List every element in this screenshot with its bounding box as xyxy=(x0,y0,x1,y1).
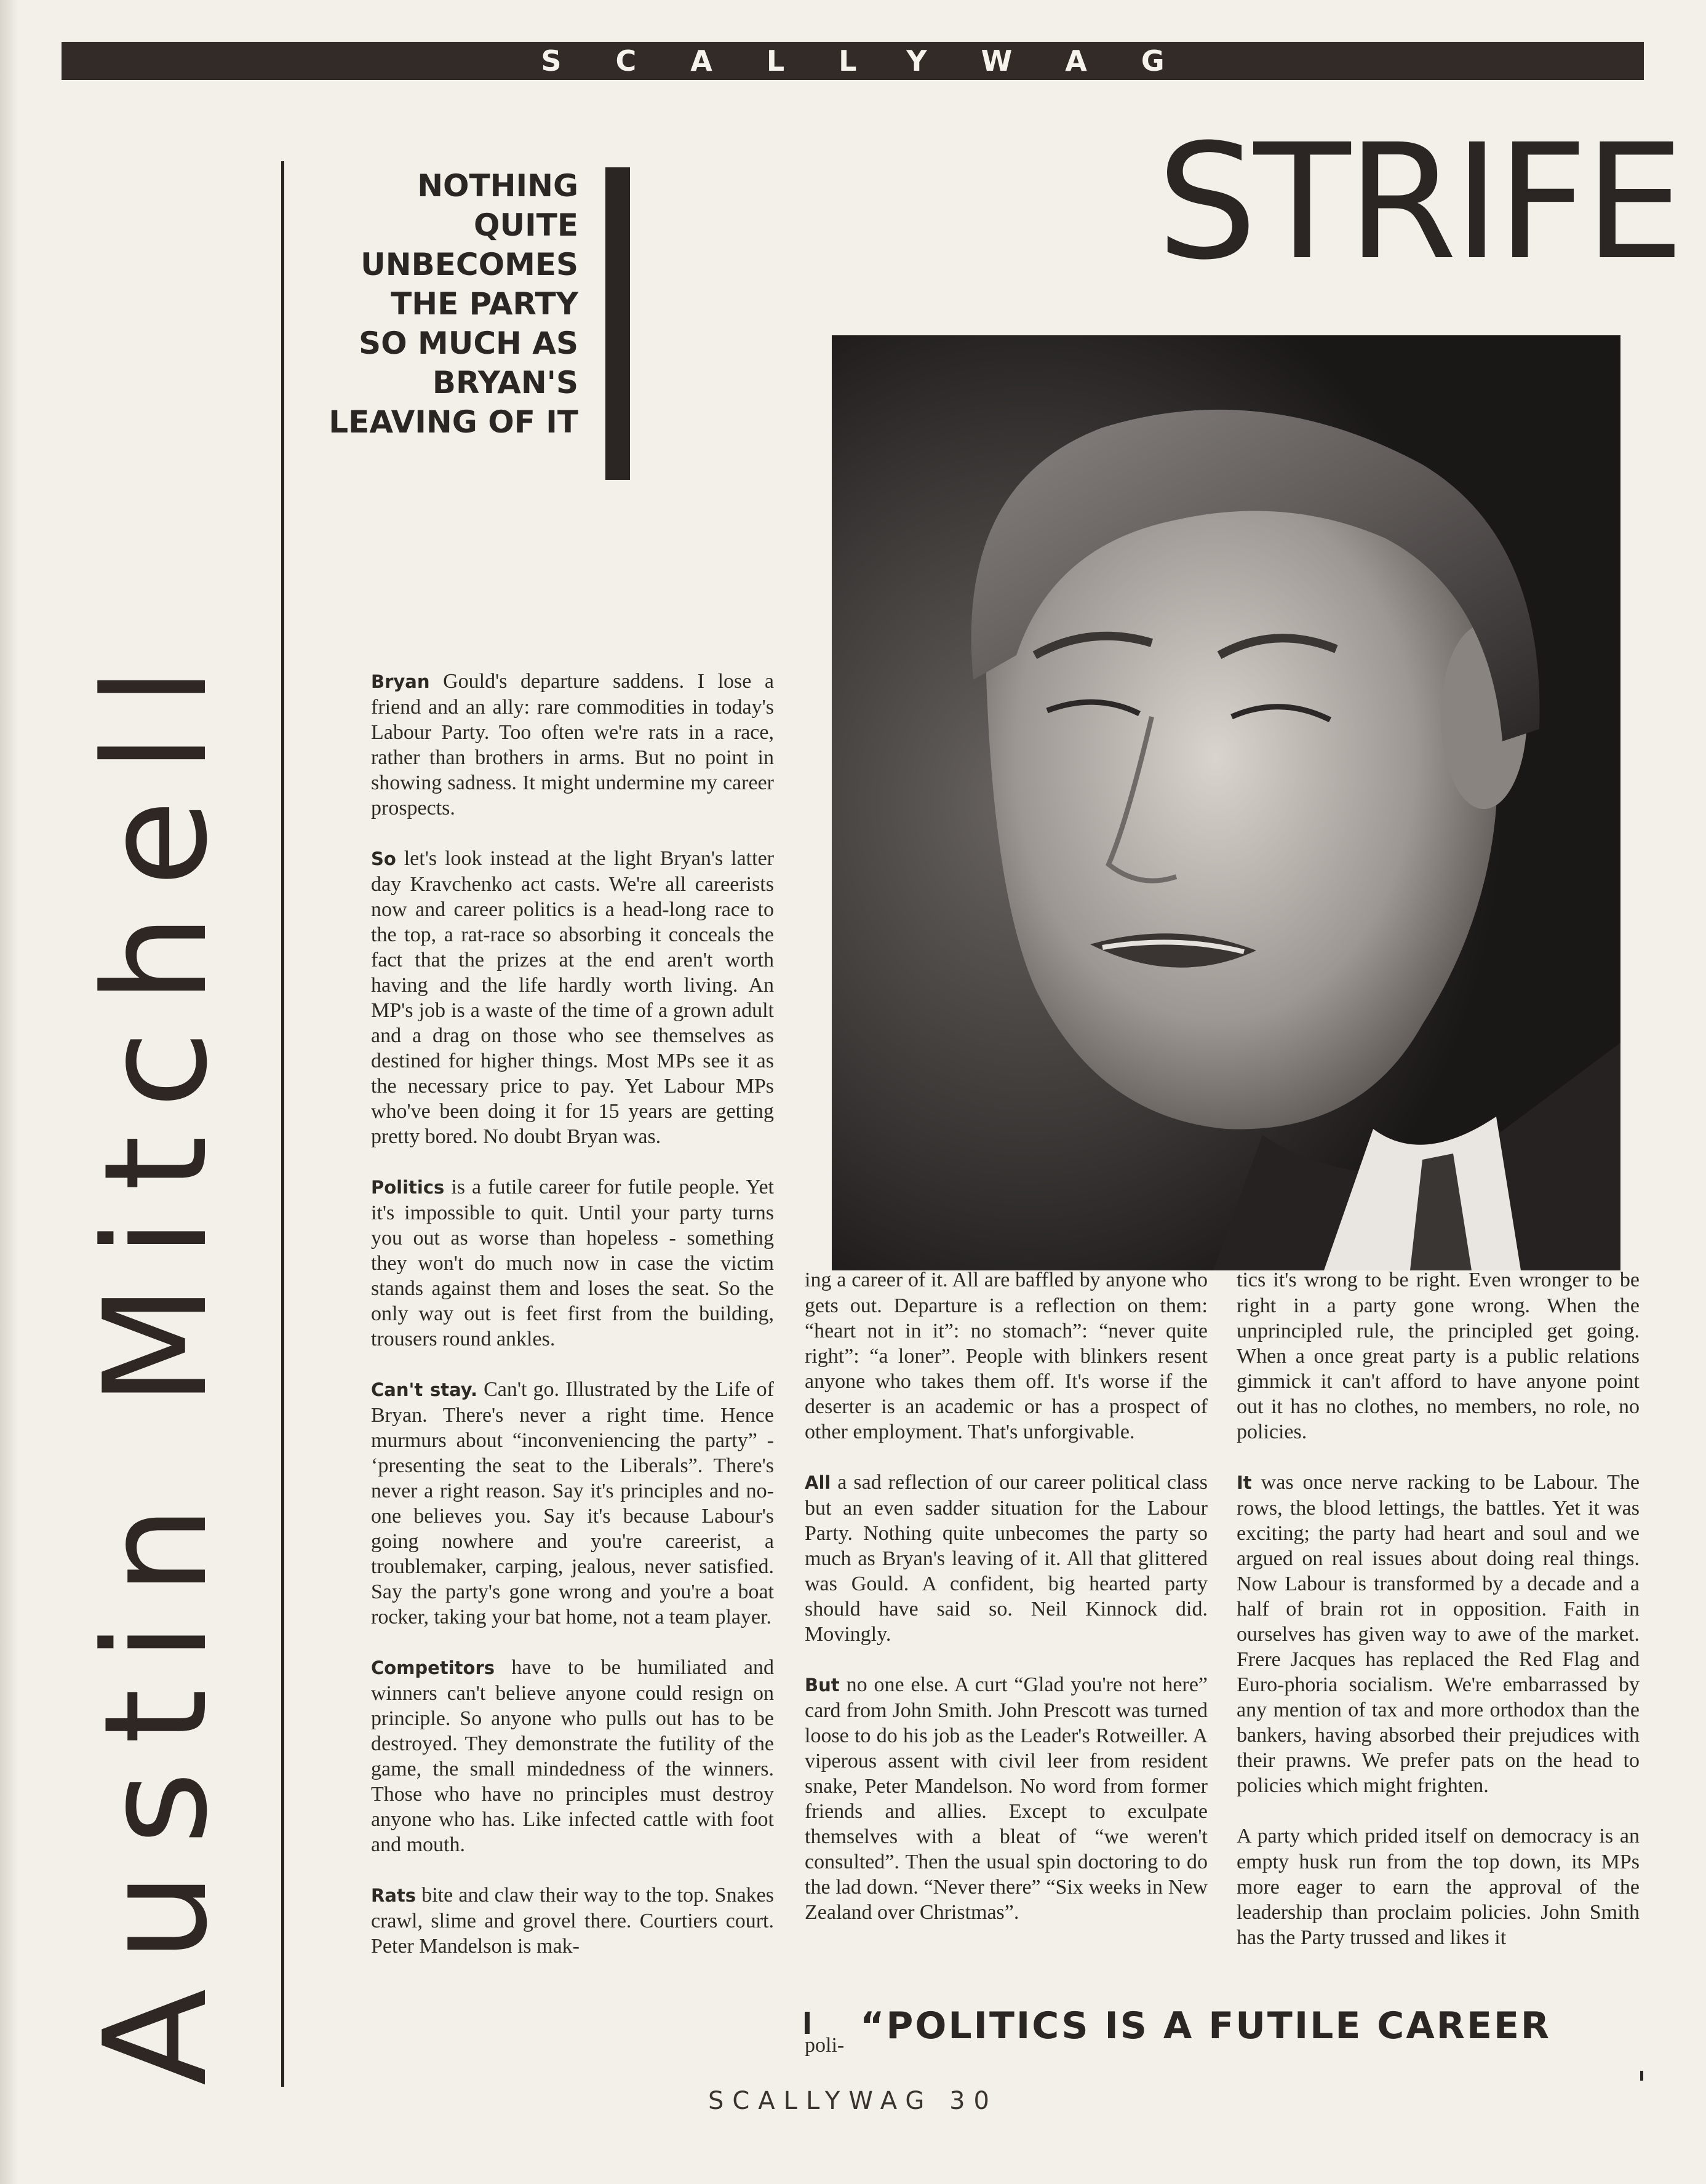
pull-quote-mark xyxy=(805,2012,810,2034)
strapline-line: LEAVING OF IT xyxy=(329,404,578,440)
strapline-line: BRYAN'S xyxy=(432,365,578,401)
paragraph-lead: Competitors xyxy=(371,1657,495,1678)
strapline-line: SO MUCH AS xyxy=(359,325,578,361)
masthead-title: SCALLYWAG xyxy=(541,44,1219,78)
paragraph xyxy=(371,1883,774,1959)
strapline xyxy=(308,166,578,442)
paragraph xyxy=(371,669,774,821)
paragraph-text: is a futile career for futile people. Yet it's impossible to quit. Until your party turns you out as worse than hopeless - something they won't do much now in case the victim stands against them and loses the seat. So the only way out is feet first from the building, trousers round ankles. xyxy=(371,1176,774,1350)
page-folio: SCALLYWAG 30 xyxy=(708,2087,998,2115)
paragraph-lead: Politics xyxy=(371,1177,445,1198)
paragraph xyxy=(371,1377,774,1630)
paragraph-text: let's look instead at the light Bryan's latter day Kravchenko act casts. We're all careerists now and career politics is a head-long race to the top, a rat-race so absorbing it conceals the fact that the prizes at the end aren't worth having and the life hardly worth living. An MP's job is a waste of the time of a grown adult and a drag on those who see themselves as destined for higher things. Most MPs see it as the necessary price to pay. Yet Labour MPs who've been doing it for 15 years are getting pretty bored. No doubt Bryan was. xyxy=(371,847,774,1148)
paragraph-text: tics it's wrong to be right. Even wronger to be right in a party gone wrong. When the unprincipled rule, the principled get going. When a once great party is a public relations gimmick it can't afford to have anyone point out it has no clothes, no members, no role, no policies. xyxy=(1237,1269,1640,1443)
masthead-bar xyxy=(62,42,1644,80)
page-edge xyxy=(0,0,18,2184)
pull-quote-fragment: poli- xyxy=(805,2034,845,2057)
paragraph-text: have to be humiliated and winners can't believe anyone could resign on principle. So anyone who pulls out has to be destroyed. They demonstrate the futility of the game, the small mindedness of the winners. Those who have no principles must destroy anyone who has. Like infected cattle with foot and mouth. xyxy=(371,1656,774,1856)
strapline-line: QUITE xyxy=(474,207,578,243)
article-column-3 xyxy=(1237,1267,1640,1950)
paragraph xyxy=(805,1267,1208,1445)
paragraph xyxy=(1237,1823,1640,1950)
strapline-bar xyxy=(605,167,630,480)
paragraph xyxy=(805,1672,1208,1925)
vertical-rule xyxy=(281,161,284,2087)
headline: STRIFE xyxy=(1157,110,1681,295)
paragraph xyxy=(1237,1470,1640,1798)
paragraph-lead: All xyxy=(805,1472,831,1493)
paragraph-text: Gould's departure saddens. I lose a friend and an ally: rare commodities in today's Labour Party. Too often we're rats in a race, rather than brothers in arms. But no point in showing sadness. It might undermine my career prospects. xyxy=(371,670,774,819)
paragraph-lead: It xyxy=(1237,1472,1252,1493)
strapline-line: THE PARTY xyxy=(391,286,578,322)
paragraph xyxy=(371,1174,774,1352)
portrait-photo xyxy=(832,335,1620,1270)
column-end-mark xyxy=(1640,2071,1643,2081)
pull-quote xyxy=(805,2004,1641,2057)
portrait-illustration xyxy=(832,335,1620,1270)
author-byline: Austin Mitchell xyxy=(74,640,239,2086)
strapline-line: UNBECOMES xyxy=(361,247,578,282)
paragraph-lead: Can't stay. xyxy=(371,1379,478,1400)
paragraph-lead: But xyxy=(805,1675,840,1696)
paragraph xyxy=(371,1655,774,1857)
paragraph-text: A party which prided itself on democracy is an empty husk run from the top down, its MPs more eager to earn the approval of the leadership than proclaim policies. John Smith has the Party trussed and likes it xyxy=(1237,1825,1640,1949)
pull-quote-text: “POLITICS IS A FUTILE CAREER xyxy=(860,2004,1552,2047)
paragraph-lead: Rats xyxy=(371,1885,417,1906)
paragraph-text: bite and claw their way to the top. Snakes crawl, slime and grovel there. Courtiers court. Peter Mandelson is mak- xyxy=(371,1884,774,1958)
paragraph-text: Can't go. Illustrated by the Life of Bryan. There's never a right time. Hence murmurs about “inconveniencing the party” - ‘presenting the seat to the Liberals”. There's never a right reason. Say it's principles and no-one believes you. Say it's because Labour's going nowhere and you're careerist, a troublemaker, carping, jealous, never satisfied. Say the party's gone wrong and you're a boat rocker, taking your bat home, not a team player. xyxy=(371,1378,774,1628)
paragraph xyxy=(1237,1267,1640,1445)
article-column-1 xyxy=(371,669,774,1959)
paragraph-text: a sad reflection of our career political class but an even sadder situation for the Labour Party. Nothing quite unbecomes the party so much as Bryan's leaving of it. All that glittered was Gould. A confident, big hearted party should have said so. Neil Kinnock did. Movingly. xyxy=(805,1471,1208,1646)
paragraph-text: was once nerve racking to be Labour. The rows, the blood lettings, the battles. Yet it was exciting; the party had heart and soul and we argued on real issues about doing real things. Now Labour is transformed by a decade and a half of brain rot in opposition. Faith in ourselves has given way to awe of the market. Frere Jacques has replaced the Red Flag and Euro-phoria socialism. We're embarrassed by any mention of tax and more orthodox than the bankers, having absorbed their prejudices with their prawns. We prefer pats on the head to policies which might frighten. xyxy=(1237,1471,1640,1797)
paragraph xyxy=(371,846,774,1149)
article-column-2 xyxy=(805,1267,1208,1925)
paragraph xyxy=(805,1470,1208,1647)
paragraph-text: no one else. A curt “Glad you're not here” card from John Smith. John Prescott was turned loose to do his job as the Leader's Rotweiller. A viperous assent with civil leer from resident snake, Peter Mandelson. No word from former friends and allies. Except to exculpate themselves with a bleat of “we weren't consulted”. Then the usual spin doctoring to do the lad down. “Never there” “Six weeks in New Zealand over Christmas”. xyxy=(805,1673,1208,1924)
paragraph-text: ing a career of it. All are baffled by anyone who gets out. Departure is a reflection on them: “heart not in it”: no stomach”: “never quite right”: “a loner”. People with blinkers resent anyone who takes them off. It's worse if the deserter is an academic or has a prospect of other employment. That's unforgivable. xyxy=(805,1269,1208,1443)
paragraph-lead: Bryan xyxy=(371,671,430,692)
strapline-line: NOTHING xyxy=(417,168,578,204)
paragraph-lead: So xyxy=(371,848,396,869)
